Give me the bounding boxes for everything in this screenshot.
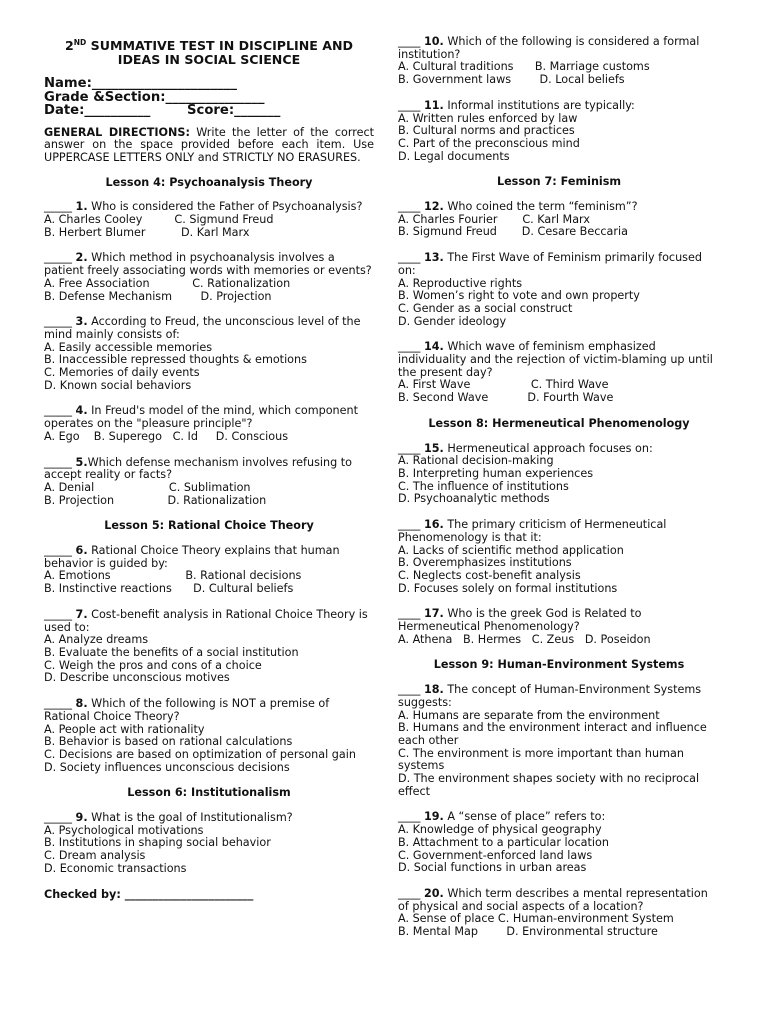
option-c: C. Weigh the pros and cons of a choice <box>44 658 262 672</box>
question-number: 2. <box>75 251 88 265</box>
answer-blank[interactable]: _____ <box>44 404 76 418</box>
question-11 <box>398 100 720 164</box>
option-c: C. Gender as a social construct <box>398 301 573 315</box>
question-13 <box>398 252 720 328</box>
option-d: D. The environment shapes society with no reciprocal effect <box>398 772 700 798</box>
option-b: B. Humans and the environment interact and influence each other <box>398 721 707 747</box>
question-18 <box>398 684 720 798</box>
option-c: C. The influence of institutions <box>398 479 569 493</box>
answer-blank[interactable]: ____ <box>398 810 424 824</box>
question-stem: Hermeneutical approach focuses on: <box>443 441 653 455</box>
question-number: 7. <box>75 607 88 621</box>
question-20 <box>398 888 720 939</box>
question-number: 5. <box>75 455 88 469</box>
question-10 <box>398 36 720 87</box>
checked-by-field[interactable]: Checked by: _______________________ <box>44 887 254 901</box>
question-stem: Which of the following is considered a formal institution? <box>398 35 700 61</box>
question-stem: In Freud's model of the mind, which component operates on the "pleasure principle"? <box>44 404 358 431</box>
question-stem: Who is considered the Father of Psychoanalysis? <box>87 200 363 214</box>
option-a: A. Reproductive rights <box>398 276 523 290</box>
option-b: B. Behavior is based on rational calculations <box>44 735 293 749</box>
option-b: B. Evaluate the benefits of a social institution <box>44 646 299 659</box>
question-number: 11. <box>423 98 444 112</box>
option-d: D. Psychoanalytic methods <box>398 492 550 506</box>
answer-blank[interactable]: _____ <box>44 455 76 469</box>
question-stem: Which defense mechanism involves refusing to accept reality or facts? <box>44 455 353 482</box>
question-2 <box>44 252 374 303</box>
option-b: B. Inaccessible repressed thoughts & emotions <box>44 353 307 367</box>
option-b: B. Institutions in shaping social behavior <box>44 836 271 850</box>
question-stem: Who coined the term “feminism”? <box>443 200 638 214</box>
general-directions <box>44 127 374 165</box>
question-number: 17. <box>423 607 444 621</box>
options-row: B. Instinctive reactions D. Cultural beliefs <box>44 582 294 596</box>
question-stem: Informal institutions are typically: <box>443 98 635 112</box>
option-d: D. Economic transactions <box>44 861 187 875</box>
left-column <box>44 36 374 901</box>
question-number: 20. <box>423 886 444 900</box>
options-row: A. Denial C. Sublimation <box>44 480 251 494</box>
option-a: A. People act with rationality <box>44 722 205 736</box>
question-stem: Which term describes a mental representation of physical and social aspects of a location? <box>398 886 708 913</box>
question-number: 14. <box>423 340 444 354</box>
option-c: C. Part of the preconscious mind <box>398 136 580 150</box>
question-15 <box>398 443 720 507</box>
question-stem: The First Wave of Feminism primarily focused on: <box>398 251 702 277</box>
option-d: D. Society influences unconscious decisions <box>44 760 290 774</box>
answer-blank[interactable]: ____ <box>398 886 424 900</box>
options-row: A. Charles Cooley C. Sigmund Freud <box>44 213 274 227</box>
question-stem: According to Freud, the unconscious level of the mind mainly consists of: <box>44 315 361 341</box>
option-a: A. Written rules enforced by law <box>398 111 578 125</box>
option-b: B. Attachment to a particular location <box>398 835 609 849</box>
option-a: A. Easily accessible memories <box>44 340 213 354</box>
name-field[interactable]: Name:______________________ <box>44 76 237 91</box>
question-stem: Rational Choice Theory explains that human behavior is guided by: <box>44 544 340 570</box>
question-6 <box>44 545 374 596</box>
options-row: A. Emotions B. Rational decisions <box>44 569 302 583</box>
lesson-9-heading: Lesson 9: Human-Environment Systems <box>433 658 685 672</box>
option-b: B. Women’s right to vote and own property <box>398 289 640 303</box>
options-row: A. First Wave C. Third Wave <box>398 378 609 392</box>
answer-blank[interactable]: ____ <box>398 251 424 265</box>
question-stem: Who is the greek God is Related to Hermeneutical Phenomenology? <box>398 607 642 634</box>
option-a: A. Knowledge of physical geography <box>398 823 602 837</box>
question-number: 13. <box>423 251 444 265</box>
question-number: 18. <box>423 683 444 697</box>
question-1 <box>44 201 374 239</box>
question-stem: The concept of Human-Environment Systems suggests: <box>398 683 702 709</box>
question-number: 1. <box>75 200 88 214</box>
option-c: C. Neglects cost-benefit analysis <box>398 568 581 582</box>
question-17 <box>398 608 720 646</box>
options-row: B. Defense Mechanism D. Projection <box>44 289 272 303</box>
question-stem: Which of the following is NOT a premise of Rational Choice Theory? <box>44 697 330 723</box>
option-d: D. Focuses solely on formal institutions <box>398 581 618 595</box>
options-row: A. Charles Fourier C. Karl Marx <box>398 212 590 226</box>
option-c: C. Memories of daily events <box>44 366 200 380</box>
question-stem: A “sense of place” refers to: <box>443 810 606 824</box>
option-b: B. Cultural norms and practices <box>398 124 575 138</box>
option-d: D. Gender ideology <box>398 314 507 328</box>
option-a: A. Analyze dreams <box>44 633 149 647</box>
options-row: B. Second Wave D. Fourth Wave <box>398 391 614 405</box>
option-c: C. The environment is more important than human systems <box>398 746 684 773</box>
question-stem: Which method in psychoanalysis involves a patient freely associating words with memories or events? <box>44 251 372 278</box>
title-prefix: 2 <box>64 38 74 53</box>
answer-blank[interactable]: ____ <box>398 607 424 621</box>
answer-blank[interactable]: _____ <box>44 544 76 558</box>
option-a: A. Psychological motivations <box>44 823 204 837</box>
option-d: D. Known social behaviors <box>44 378 192 392</box>
option-b: B. Interpreting human experiences <box>398 466 594 480</box>
test-title <box>44 36 374 67</box>
lesson-4-heading: Lesson 4: Psychoanalysis Theory <box>105 175 313 189</box>
answer-blank[interactable]: _____ <box>44 697 76 711</box>
lesson-7-heading: Lesson 7: Feminism <box>496 175 622 189</box>
question-8 <box>44 698 374 774</box>
options-row: B. Government laws D. Local beliefs <box>398 73 625 87</box>
answer-blank[interactable]: ____ <box>398 441 424 455</box>
options-row: B. Mental Map D. Environmental structure <box>398 925 658 939</box>
grade-section-field[interactable]: Grade &Section:_______________ <box>44 89 265 105</box>
question-stem: What is the goal of Institutionalism? <box>87 811 293 825</box>
lesson-5-heading: Lesson 5: Rational Choice Theory <box>104 519 314 533</box>
lesson-6-heading: Lesson 6: Institutionalism <box>127 786 291 800</box>
option-a: A. Humans are separate from the environment <box>398 708 660 722</box>
option-b: B. Overemphasizes institutions <box>398 556 572 570</box>
title-line1: SUMMATIVE TEST IN DISCIPLINE AND <box>86 38 353 53</box>
option-d: D. Social functions in urban areas <box>398 861 587 875</box>
question-number: 6. <box>75 544 88 558</box>
question-stem: Cost-benefit analysis in Rational Choice Theory is used to: <box>44 607 368 634</box>
lesson-8-heading: Lesson 8: Hermeneutical Phenomenology <box>428 416 690 430</box>
question-12 <box>398 201 720 239</box>
question-number: 15. <box>423 441 444 455</box>
question-4 <box>44 405 374 443</box>
question-stem: The primary criticism of Hermeneutical Phenomenology is that it: <box>398 518 667 544</box>
answer-blank[interactable]: _____ <box>44 811 76 825</box>
option-d: D. Describe unconscious motives <box>44 671 230 685</box>
answer-blank[interactable]: ____ <box>398 98 424 112</box>
options-row: B. Projection D. Rationalization <box>44 493 267 507</box>
options-row: B. Herbert Blumer D. Karl Marx <box>44 225 250 239</box>
answer-blank[interactable]: ____ <box>398 340 424 354</box>
answer-blank[interactable]: ____ <box>398 200 424 214</box>
options-row: B. Sigmund Freud D. Cesare Beccaria <box>398 225 628 239</box>
answer-blank[interactable]: ____ <box>398 35 424 48</box>
question-14 <box>398 341 720 405</box>
options-row: A. Ego B. Superego C. Id D. Conscious <box>44 429 289 443</box>
question-number: 4. <box>75 404 88 418</box>
answer-blank[interactable]: _____ <box>44 315 76 329</box>
options-row: A. Sense of place C. Human-environment System <box>398 912 674 926</box>
option-c: C. Decisions are based on optimization of personal gain <box>44 747 356 761</box>
options-row: A. Athena B. Hermes C. Zeus D. Poseidon <box>398 632 651 646</box>
question-19 <box>398 811 720 875</box>
option-d: D. Legal documents <box>398 149 510 163</box>
title-superscript: ND <box>73 38 87 47</box>
answer-blank[interactable]: _____ <box>44 200 76 214</box>
answer-blank[interactable]: ____ <box>398 683 424 697</box>
option-c: C. Government-enforced land laws <box>398 848 593 862</box>
question-number: 8. <box>75 697 88 711</box>
question-stem: Which wave of feminism emphasized individuality and the rejection of victim-blaming up until the present day? <box>398 340 713 379</box>
right-column <box>398 36 720 952</box>
directions-label: GENERAL DIRECTIONS: <box>44 125 190 139</box>
question-number: 16. <box>423 518 444 532</box>
option-c: C. Dream analysis <box>44 849 146 863</box>
question-3 <box>44 316 374 392</box>
question-number: 10. <box>423 35 444 48</box>
answer-blank[interactable]: _____ <box>44 251 76 265</box>
question-number: 19. <box>423 810 444 824</box>
question-number: 3. <box>75 315 88 329</box>
date-score-field[interactable]: Date:__________ Score:_______ <box>44 103 281 118</box>
option-a: A. Lacks of scientific method application <box>398 543 624 557</box>
question-5 <box>44 457 374 508</box>
answer-blank[interactable]: ____ <box>398 518 424 532</box>
options-row: A. Cultural traditions B. Marriage customs <box>398 60 650 74</box>
answer-blank[interactable]: _____ <box>44 607 76 621</box>
title-line2: IDEAS IN SOCIAL SCIENCE <box>117 52 301 67</box>
question-7 <box>44 609 374 685</box>
option-a: A. Rational decision-making <box>398 454 554 468</box>
options-row: A. Free Association C. Rationalization <box>44 276 291 290</box>
question-number: 9. <box>75 811 88 825</box>
directions-text: Write the letter of the correct answer on the space provided before each item. Use UPPERCASE LETTERS ONLY and STRICTLY NO ERASURES. <box>44 125 374 164</box>
question-number: 12. <box>423 200 444 214</box>
question-16 <box>398 519 720 595</box>
question-9 <box>44 812 374 876</box>
